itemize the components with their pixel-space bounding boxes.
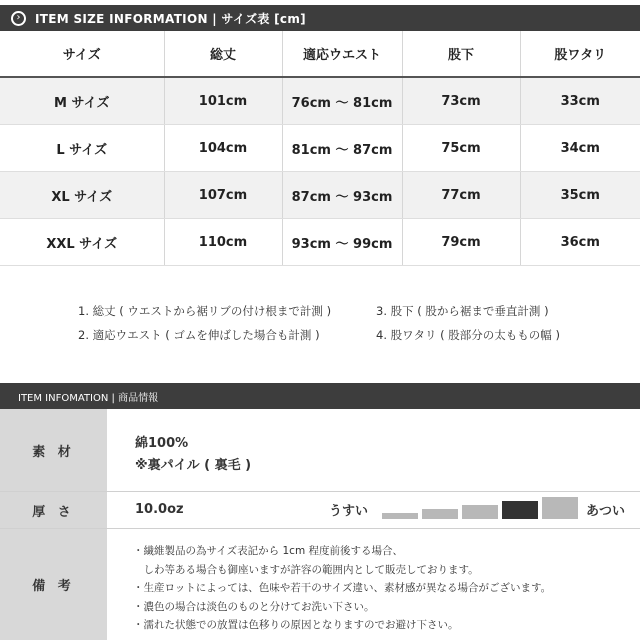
table-cell: 101cm <box>164 77 282 125</box>
remark-line: ・濡れた状態での放置は色移りの原因となりますのでお避け下さい。 <box>133 619 459 631</box>
table-cell: 77cm <box>402 172 520 219</box>
table-cell: 33cm <box>520 77 640 125</box>
remark-line: ・繊維製品の為サイズ表記から 1cm 程度前後する場合、 <box>133 545 404 557</box>
column-header: 股下 <box>402 31 520 77</box>
thickness-label: 厚 さ <box>0 492 107 528</box>
table-cell: 36cm <box>520 219 640 266</box>
size-cell: M サイズ <box>0 77 164 125</box>
thickness-bar <box>542 497 578 519</box>
item-section-header: ITEM INFOMATION | 商品情報 <box>0 383 640 409</box>
table-row <box>0 172 640 219</box>
remark-line: ・生産ロットによっては、色味や若干のサイズ違い、素材感が異なる場合がございます。 <box>133 582 552 594</box>
thickness-scale-high: あつい <box>586 504 626 519</box>
remarks-row <box>0 529 640 640</box>
table-row <box>0 77 640 125</box>
table-cell: 35cm <box>520 172 640 219</box>
table-cell: 34cm <box>520 125 640 172</box>
chevron-right-icon: › <box>11 11 26 26</box>
note-item: 4. 股ワタリ ( 股部分の太ももの幅 ) <box>376 328 560 342</box>
material-value <box>107 409 640 491</box>
column-header: サイズ <box>0 31 164 77</box>
note-item: 1. 総丈 ( ウエストから裾リブの付け根まで計測 ) <box>78 304 332 318</box>
thickness-bar <box>422 509 458 519</box>
thickness-bar <box>382 513 418 519</box>
table-cell: 79cm <box>402 219 520 266</box>
size-section-header <box>0 5 640 31</box>
table-cell: 81cm 〜 87cm <box>282 125 402 172</box>
table-cell: 104cm <box>164 125 282 172</box>
material-line: 綿100% <box>135 436 189 451</box>
thickness-value: 10.0oz <box>135 502 184 517</box>
remark-line: しわ等ある場合も御座いますが許容の範囲内として販売しております。 <box>133 563 479 576</box>
size-cell: XL サイズ <box>0 172 164 219</box>
table-cell: 73cm <box>402 77 520 125</box>
column-header: 総丈 <box>164 31 282 77</box>
material-row <box>0 409 640 492</box>
note-item: 2. 適応ウエスト ( ゴムを伸ばした場合も計測 ) <box>78 328 320 342</box>
table-cell: 93cm 〜 99cm <box>282 219 402 266</box>
remarks-label: 備 考 <box>0 529 107 640</box>
table-cell: 87cm 〜 93cm <box>282 172 402 219</box>
thickness-value-area <box>107 492 640 528</box>
size-table <box>0 31 640 266</box>
size-cell: XXL サイズ <box>0 219 164 266</box>
table-row <box>0 219 640 266</box>
material-line: ※裏パイル ( 裏毛 ) <box>135 458 252 473</box>
material-label: 素 材 <box>0 409 107 491</box>
table-cell: 110cm <box>164 219 282 266</box>
size-section-title: ITEM SIZE INFORMATION | サイズ表 [cm] <box>35 11 306 26</box>
column-header: 適応ウエスト <box>282 31 402 77</box>
size-table-header-row <box>0 31 640 77</box>
remarks-area <box>107 529 640 640</box>
table-row <box>0 125 640 172</box>
thickness-bar <box>502 501 538 519</box>
table-cell: 107cm <box>164 172 282 219</box>
remarks-list <box>133 542 551 635</box>
note-item: 3. 股下 ( 股から裾まで垂直計測 ) <box>376 304 549 318</box>
measurement-notes <box>78 303 598 343</box>
remark-line: ・濃色の場合は淡色のものと分けてお洗い下さい。 <box>133 600 375 613</box>
thickness-scale <box>382 497 578 521</box>
thickness-scale-low: うすい <box>329 504 369 519</box>
size-cell: L サイズ <box>0 125 164 172</box>
thickness-bar <box>462 505 498 519</box>
table-cell: 76cm 〜 81cm <box>282 77 402 125</box>
column-header: 股ワタリ <box>520 31 640 77</box>
table-cell: 75cm <box>402 125 520 172</box>
thickness-row <box>0 492 640 529</box>
